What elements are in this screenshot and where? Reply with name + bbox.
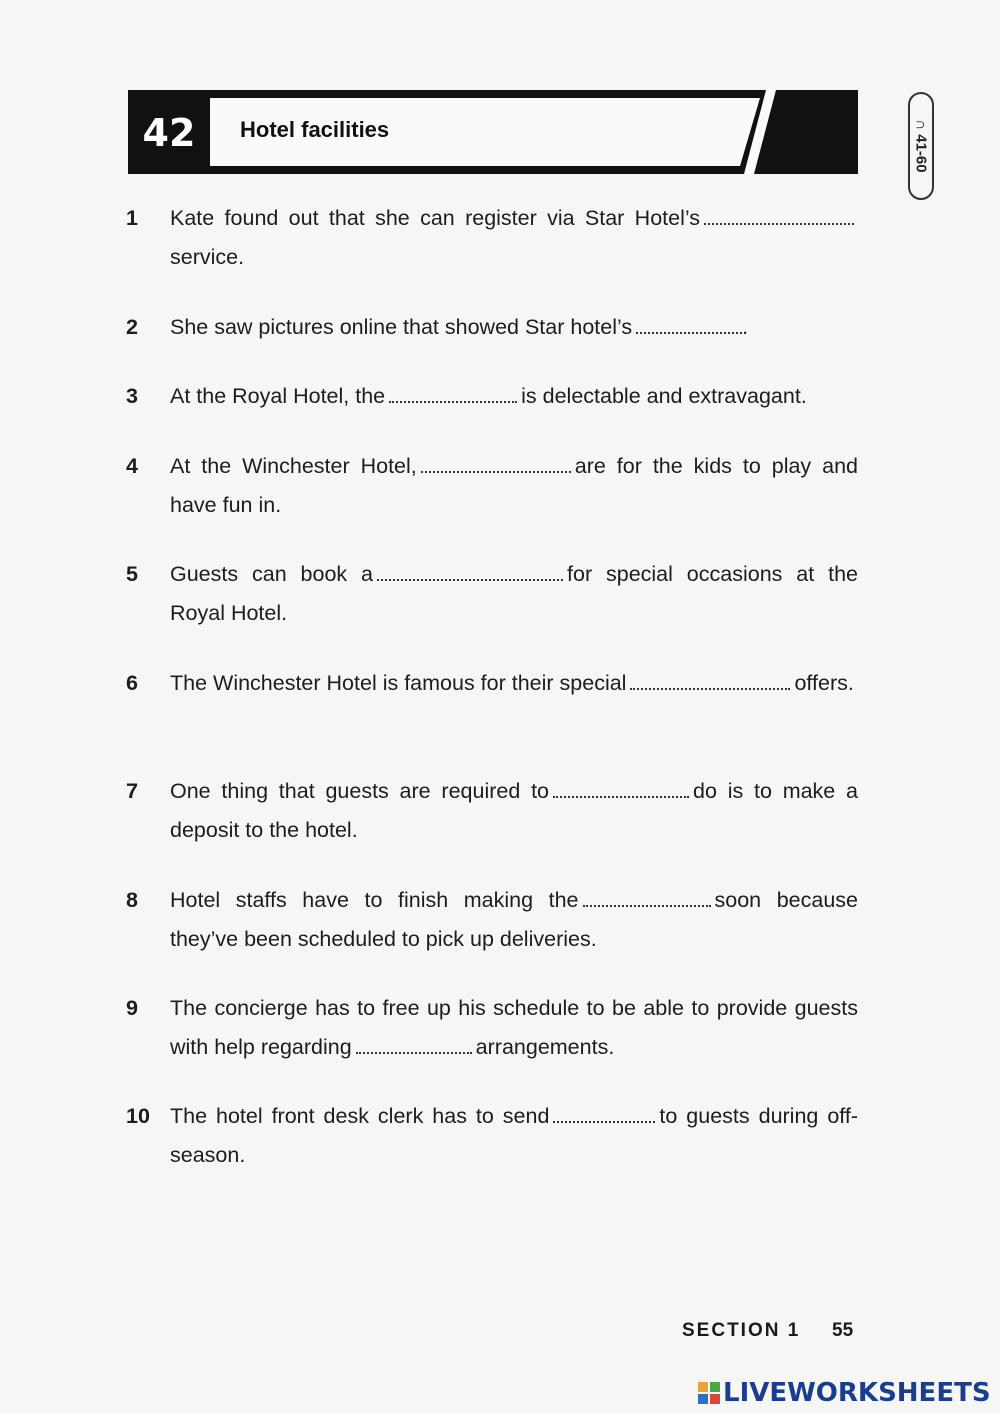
question-text-before: She saw pictures online that showed Star hotel’s	[170, 315, 633, 339]
question-item	[126, 772, 858, 850]
answer-blank-10[interactable]	[553, 1103, 655, 1123]
question-item	[126, 308, 858, 347]
page-title: Hotel facilities	[240, 117, 390, 142]
question-text-before: The Winchester Hotel is famous for their special	[170, 671, 627, 695]
answer-blank-8[interactable]	[583, 887, 711, 907]
answer-blank-7[interactable]	[553, 778, 689, 798]
question-number: 5	[126, 562, 138, 586]
question-text-after: for special occasions at the Royal Hotel.	[170, 562, 858, 625]
question-item	[126, 989, 858, 1067]
question-item	[126, 447, 858, 525]
question-number: 2	[126, 315, 138, 339]
question-text-after: .	[742, 315, 749, 339]
question-item	[126, 1097, 858, 1175]
answer-blank-9[interactable]	[356, 1034, 472, 1054]
answer-blank-3[interactable]	[389, 383, 517, 403]
answer-blank-4[interactable]	[421, 453, 571, 473]
question-number: 4	[126, 454, 138, 478]
track-range: 41-60	[912, 134, 930, 173]
question-number: 8	[126, 888, 138, 912]
answer-blank-2[interactable]	[636, 314, 742, 334]
question-text-after: are for the kids to play and have fun in.	[170, 454, 859, 517]
page-number: 55	[832, 1320, 854, 1341]
question-text-before: At the Winchester Hotel,	[170, 454, 417, 478]
unit-number: 42	[142, 111, 196, 155]
question-number: 1	[126, 206, 138, 230]
watermark-text: LIVEWORKSHEETS	[723, 1378, 991, 1408]
question-text-after: offers.	[794, 671, 854, 695]
question-text-before: The hotel front desk clerk has to send	[170, 1104, 550, 1128]
question-number: 9	[126, 996, 138, 1020]
question-item	[126, 199, 858, 277]
section-label: SECTION 1	[682, 1320, 801, 1341]
unit-header	[128, 90, 858, 174]
question-text-before: Hotel staffs have to finish making the	[170, 888, 579, 912]
question-number: 6	[126, 671, 138, 695]
audio-track-tag	[908, 92, 934, 200]
answer-blank-6[interactable]	[630, 670, 790, 690]
answer-blank-1[interactable]	[704, 205, 854, 225]
question-text-before: Kate found out that she can register via Star Hotel’s	[170, 206, 700, 230]
question-text-after: to guests during off-season.	[170, 1104, 859, 1167]
question-text-before: At the Royal Hotel, the	[170, 384, 386, 408]
question-item	[126, 555, 858, 633]
question-text-before: One thing that guests are required to	[170, 779, 549, 803]
question-text-after: service.	[170, 245, 245, 269]
liveworksheets-logo-icon	[698, 1382, 720, 1404]
question-text-before: Guests can book a	[170, 562, 374, 586]
question-number: 3	[126, 384, 138, 408]
question-number: 10	[126, 1104, 150, 1128]
question-item	[126, 377, 858, 416]
answer-blank-5[interactable]	[377, 561, 563, 581]
question-text-after: do is to make a deposit to the hotel.	[170, 779, 858, 842]
question-number: 7	[126, 779, 138, 803]
question-text-after: is delectable and extravagant.	[521, 384, 807, 408]
headphone-icon: ∩	[912, 119, 930, 131]
header-bar-graphic	[128, 90, 858, 174]
liveworksheets-watermark	[698, 1376, 991, 1410]
question-text-after: arrangements.	[475, 1035, 615, 1059]
question-text-before: The concierge has to free up his schedule to be able to provide guests with help regarding	[170, 996, 858, 1059]
question-item	[126, 664, 858, 703]
question-item	[126, 881, 858, 959]
question-text-after: soon because they’ve been scheduled to pick up deliveries.	[170, 888, 858, 951]
